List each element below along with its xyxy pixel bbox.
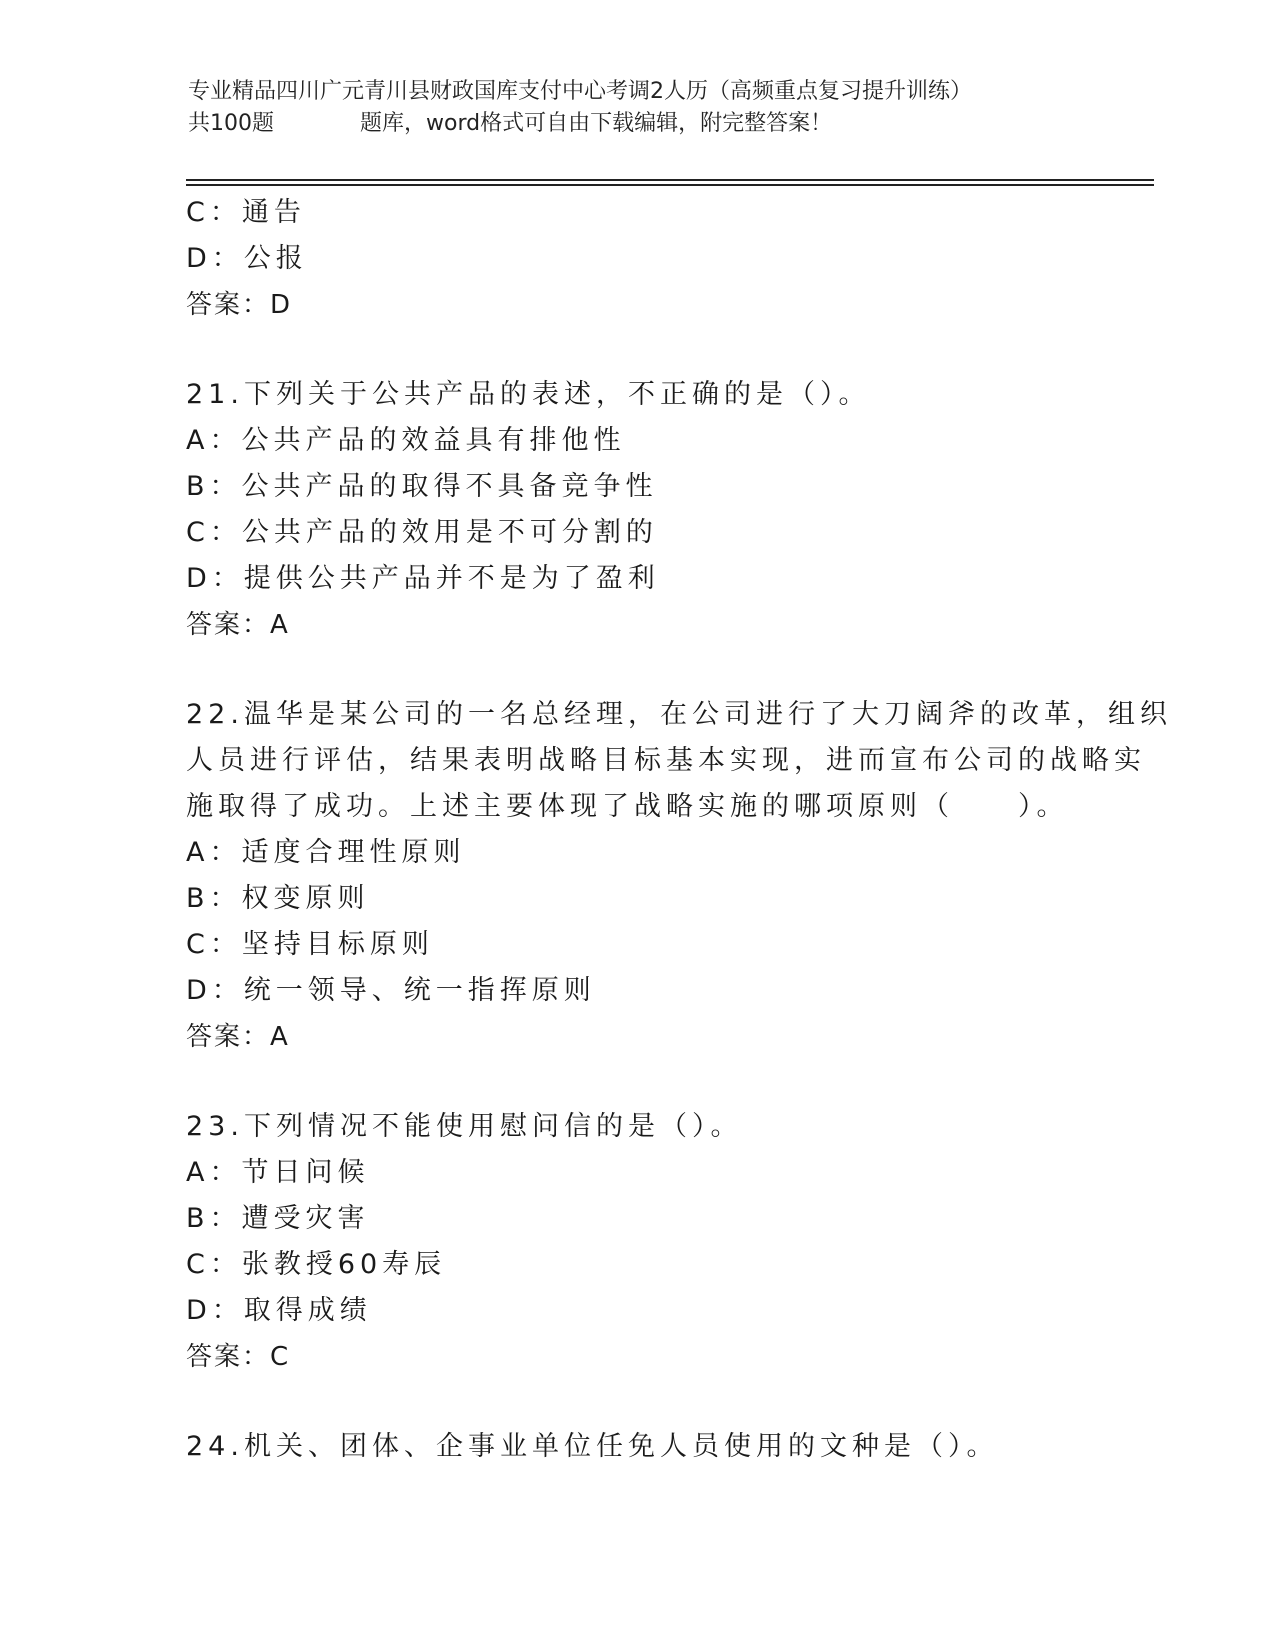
question-21-option-d: D：提供公共产品并不是为了盈利: [186, 563, 660, 594]
question-23-option-c: C：张教授60寿辰: [186, 1249, 447, 1280]
header-divider-top: [186, 179, 1154, 181]
question-22-option-c: C：坚持目标原则: [186, 929, 434, 960]
question-24-text: 24.机关、团体、企事业单位任免人员使用的文种是（）。: [186, 1431, 999, 1462]
header-title-line: 专业精品四川广元青川县财政国库支付中心考调2人历（高频重点复习提升训练）: [188, 79, 972, 104]
question-21-option-b: B：公共产品的取得不具备竞争性: [186, 471, 658, 502]
question-23-text: 23.下列情况不能使用慰问信的是（）。: [186, 1111, 743, 1142]
question-21-option-c: C：公共产品的效用是不可分割的: [186, 517, 658, 548]
question-21-option-a: A：公共产品的效益具有排他性: [186, 425, 626, 456]
question-23-option-a: A：节日问候: [186, 1157, 370, 1188]
question-22-text-line-3: 施取得了成功。上述主要体现了战略实施的哪项原则（ ）。: [186, 791, 1069, 822]
option-c: C：通告: [186, 197, 306, 228]
header-divider-bottom: [186, 184, 1154, 186]
question-22-option-b: B：权变原则: [186, 883, 370, 914]
header-question-count: 共100题: [188, 111, 274, 136]
question-23-option-b: B：遭受灾害: [186, 1203, 370, 1234]
answer-line: 答案：D: [186, 290, 293, 320]
question-21-text: 21.下列关于公共产品的表述，不正确的是（）。: [186, 379, 871, 410]
question-22-option-a: A：适度合理性原则: [186, 837, 466, 868]
question-22-text-line-2: 人员进行评估，结果表明战略目标基本实现，进而宣布公司的战略实: [186, 745, 1146, 776]
question-23-option-d: D：取得成绩: [186, 1295, 372, 1326]
question-22-answer: 答案：A: [186, 1022, 290, 1052]
question-content: [186, 190, 1172, 1470]
header-subtitle: 题库，word格式可自由下载编辑，附完整答案！: [360, 111, 833, 136]
page-header: [188, 76, 1088, 140]
question-21-answer: 答案：A: [186, 610, 290, 640]
question-23-answer: 答案：C: [186, 1342, 291, 1372]
option-d: D：公报: [186, 243, 308, 274]
question-22-option-d: D：统一领导、统一指挥原则: [186, 975, 596, 1006]
question-22-text-line-1: 22.温华是某公司的一名总经理，在公司进行了大刀阔斧的改革，组织: [186, 699, 1172, 730]
